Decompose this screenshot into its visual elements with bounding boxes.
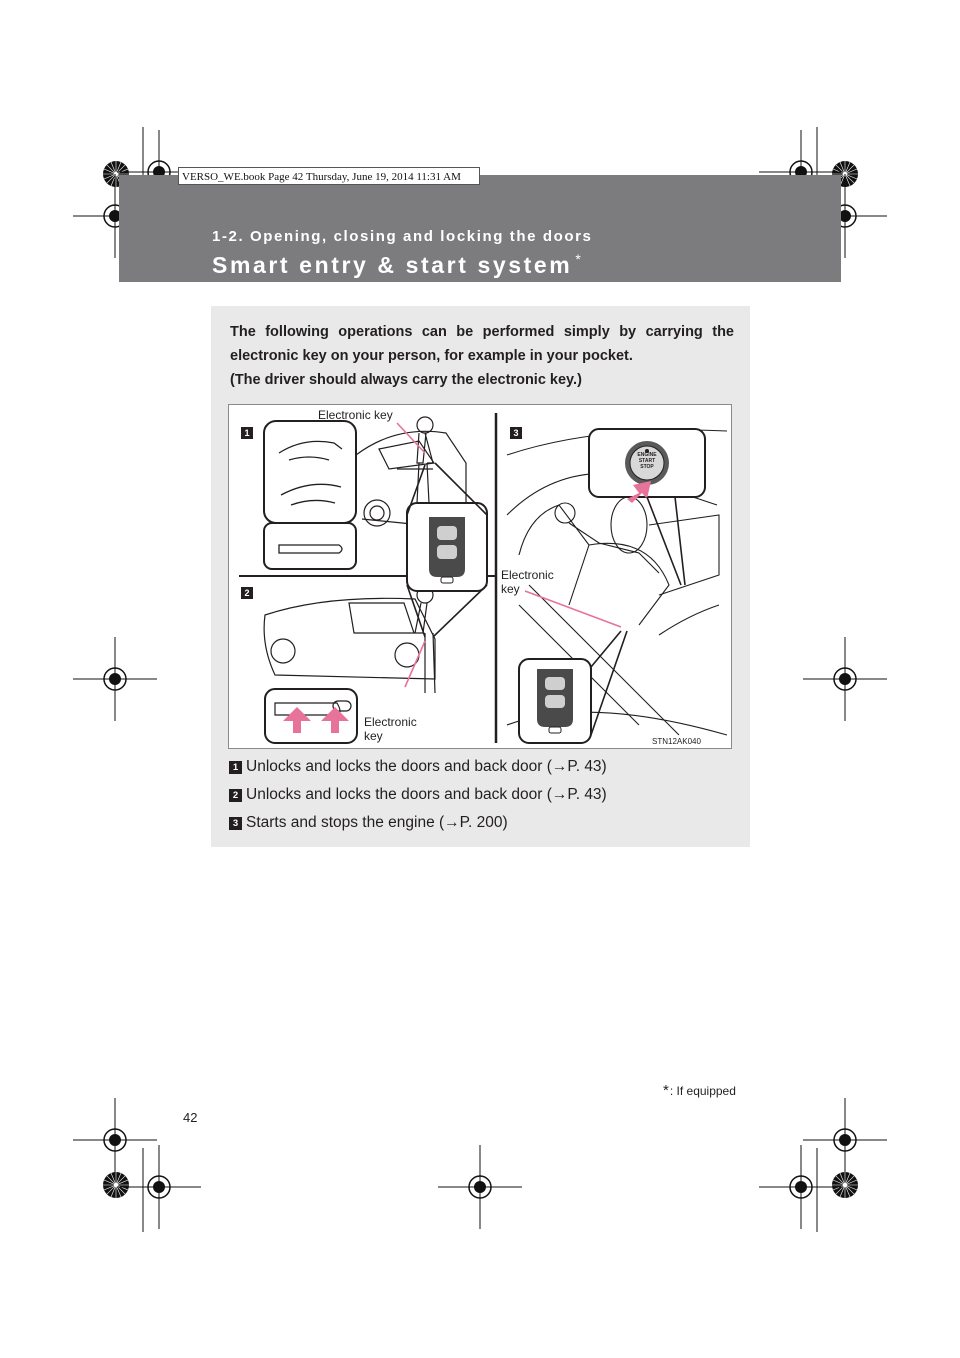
footnote — [663, 1082, 736, 1099]
key-fob-inset — [407, 503, 487, 591]
list-item — [229, 785, 739, 813]
list-item-text: Unlocks and locks the doors and back door (→P. 43) — [246, 786, 607, 803]
section-label: 1-2. Opening, closing and locking the doors — [212, 228, 593, 245]
door-handle-inset — [264, 421, 356, 569]
label-electronic-key-right: Electronic key — [501, 568, 554, 596]
illustration-figure — [228, 404, 732, 749]
figure-code: STN12AK040 — [652, 737, 701, 746]
list-item — [229, 813, 739, 841]
figure-badge-3: 3 — [510, 427, 522, 439]
operations-list — [229, 757, 739, 841]
label-electronic-key-bottom: Electronic key — [364, 715, 417, 743]
list-badge-3: 3 — [229, 817, 242, 830]
page-title — [212, 251, 581, 279]
list-item-text: Starts and stops the engine (→P. 200) — [246, 814, 508, 831]
figure-badge-2: 2 — [241, 587, 253, 599]
footnote-marker: * — [663, 1082, 669, 1099]
intro-line-3: (The driver should always carry the electronic key.) — [230, 372, 582, 388]
engine-button-text: ENGINE START STOP — [637, 452, 657, 470]
list-item — [229, 757, 739, 785]
intro-line-2: electronic key on your person, for example in your pocket. — [230, 348, 633, 364]
list-badge-2: 2 — [229, 789, 242, 802]
page-number: 42 — [183, 1110, 198, 1125]
footnote-text: : If equipped — [669, 1084, 736, 1098]
title-marker: * — [575, 251, 581, 267]
book-stamp: VERSO_WE.book Page 42 Thursday, June 19, 2014 11:31 AM — [178, 167, 480, 185]
intro-line-1: The following operations can be performed simply by carrying the — [230, 324, 734, 340]
label-electronic-key-top: Electronic key — [318, 408, 393, 422]
list-badge-1: 1 — [229, 761, 242, 774]
figure-badge-1: 1 — [241, 427, 253, 439]
page-title-text: Smart entry & start system — [212, 252, 573, 278]
intro-text — [230, 320, 734, 392]
key-fob-inset-interior — [519, 659, 591, 743]
list-item-text: Unlocks and locks the doors and back door (→P. 43) — [246, 758, 607, 775]
